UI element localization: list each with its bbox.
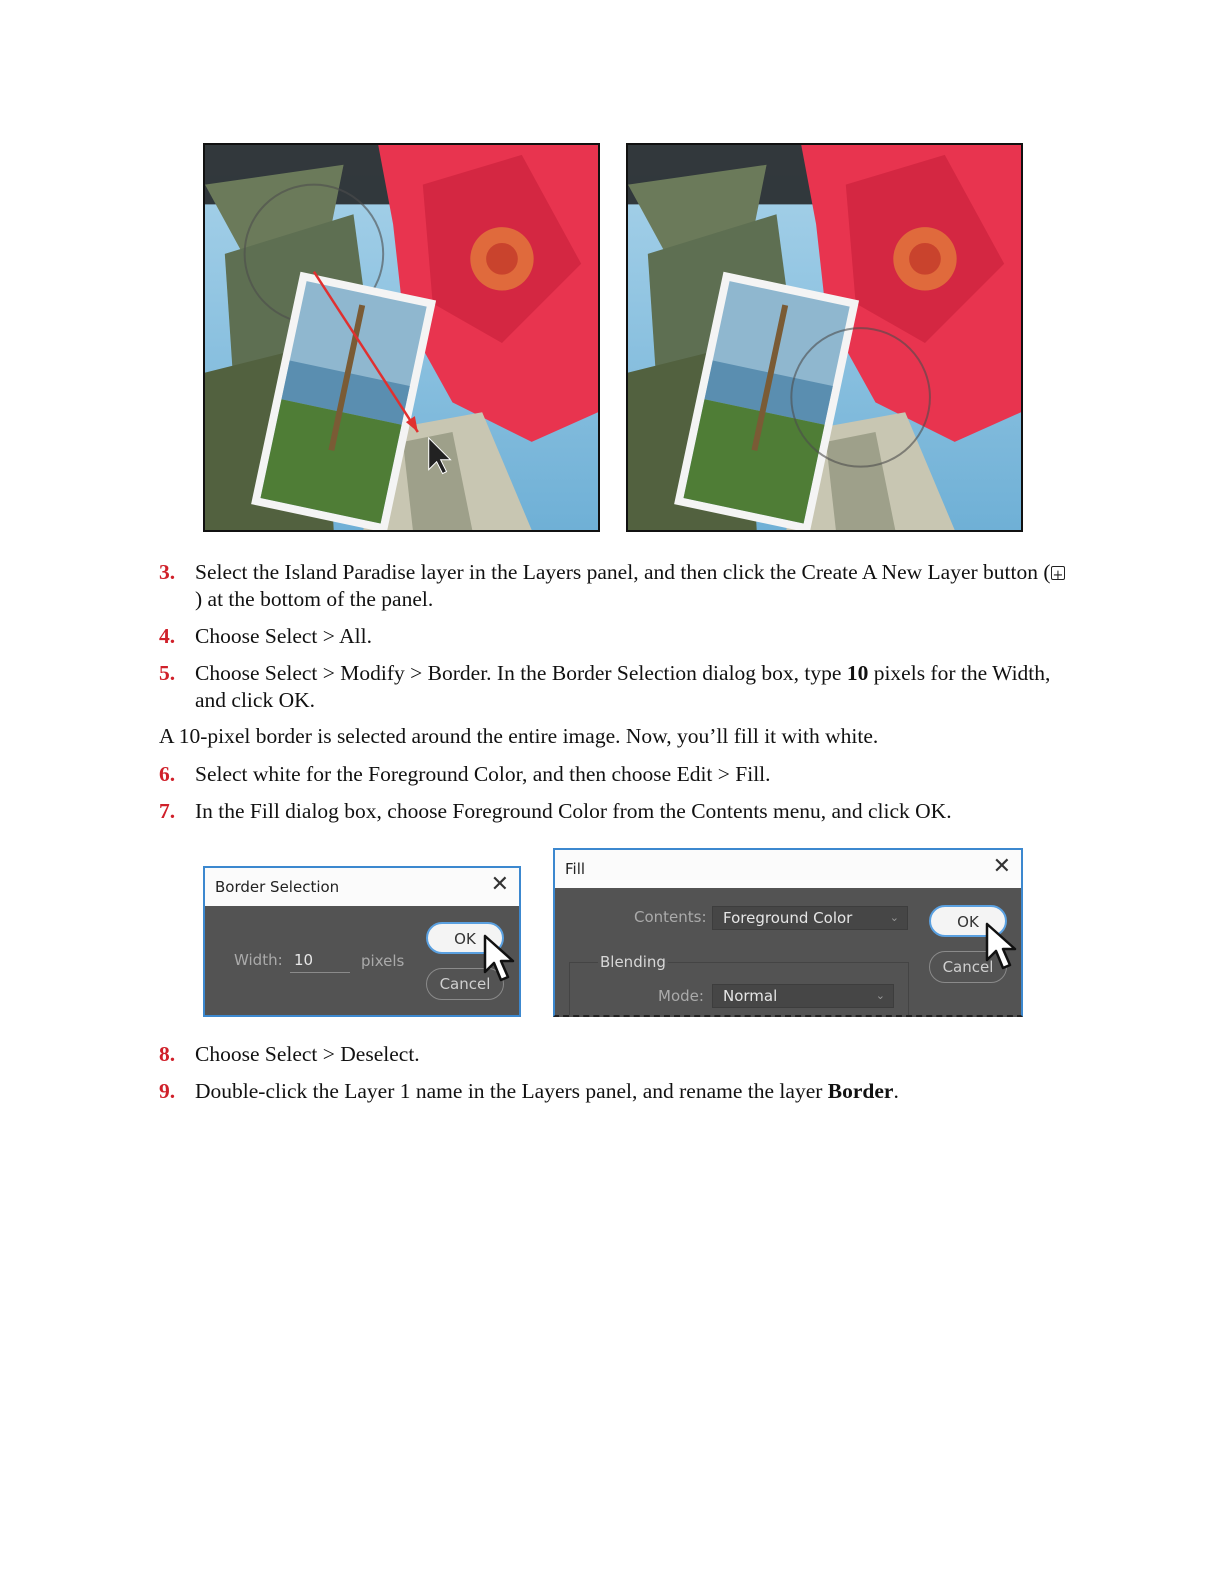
step-number: 8. [159, 1042, 176, 1066]
step-text: Choose Select > Modify > Border. In the Border Selection dialog box, type 10 pixels for the Width, and click OK. [195, 661, 1051, 712]
new-layer-icon [1051, 566, 1065, 580]
fill-dialog [553, 848, 1023, 1017]
step-number: 9. [159, 1079, 176, 1103]
step-text: Double-click the Layer 1 name in the Layers panel, and rename the layer Border. [195, 1079, 899, 1103]
width-input[interactable]: 10 [290, 951, 350, 973]
step-number: 6. [159, 762, 176, 786]
ok-button[interactable]: OK [929, 905, 1007, 937]
cancel-button[interactable]: Cancel [426, 968, 504, 1000]
mode-label: Mode: [658, 987, 704, 1005]
collage-before-image [203, 143, 600, 532]
step-text: In the Fill dialog box, choose Foreground Color from the Contents menu, and click OK. [195, 799, 952, 823]
border-selection-dialog [203, 866, 521, 1017]
step-text: Select white for the Foreground Color, and then choose Edit > Fill. [195, 762, 771, 786]
step-number: 5. [159, 661, 176, 685]
width-label: Width: [234, 951, 283, 969]
dialog-title-bar [205, 868, 519, 906]
step-text: Choose Select > All. [195, 624, 372, 648]
step-number: 3. [159, 560, 176, 584]
contents-select[interactable]: Foreground Color ⌄ [712, 906, 908, 930]
dialog-title-bar [555, 850, 1021, 888]
blending-label: Blending [600, 953, 666, 971]
mode-select[interactable]: Normal ⌄ [712, 984, 894, 1008]
chevron-down-icon: ⌄ [875, 989, 885, 1002]
step-number: 4. [159, 624, 176, 648]
contents-label: Contents: [634, 908, 707, 926]
step-text: Select the Island Paradise layer in the Layers panel, and then click the Create A New Layer button (+) at the bottom of the panel. [195, 559, 1069, 613]
step-text: Choose Select > Deselect. [195, 1042, 420, 1066]
close-icon[interactable]: ✕ [992, 854, 1011, 879]
body-paragraph: A 10-pixel border is selected around the entire image. Now, you’ll fill it with white. [159, 724, 879, 748]
ok-button[interactable]: OK [426, 922, 504, 954]
pointer-cursor-icon [985, 922, 1019, 972]
close-icon[interactable]: ✕ [490, 872, 509, 897]
cancel-button[interactable]: Cancel [929, 951, 1007, 983]
dialog-title: Border Selection [215, 878, 340, 896]
chevron-down-icon: ⌄ [889, 911, 899, 924]
dialog-title: Fill [565, 860, 586, 878]
pointer-cursor-icon [483, 934, 517, 984]
step-number: 7. [159, 799, 176, 823]
unit-label: pixels [361, 952, 405, 970]
collage-after-image [626, 143, 1023, 532]
